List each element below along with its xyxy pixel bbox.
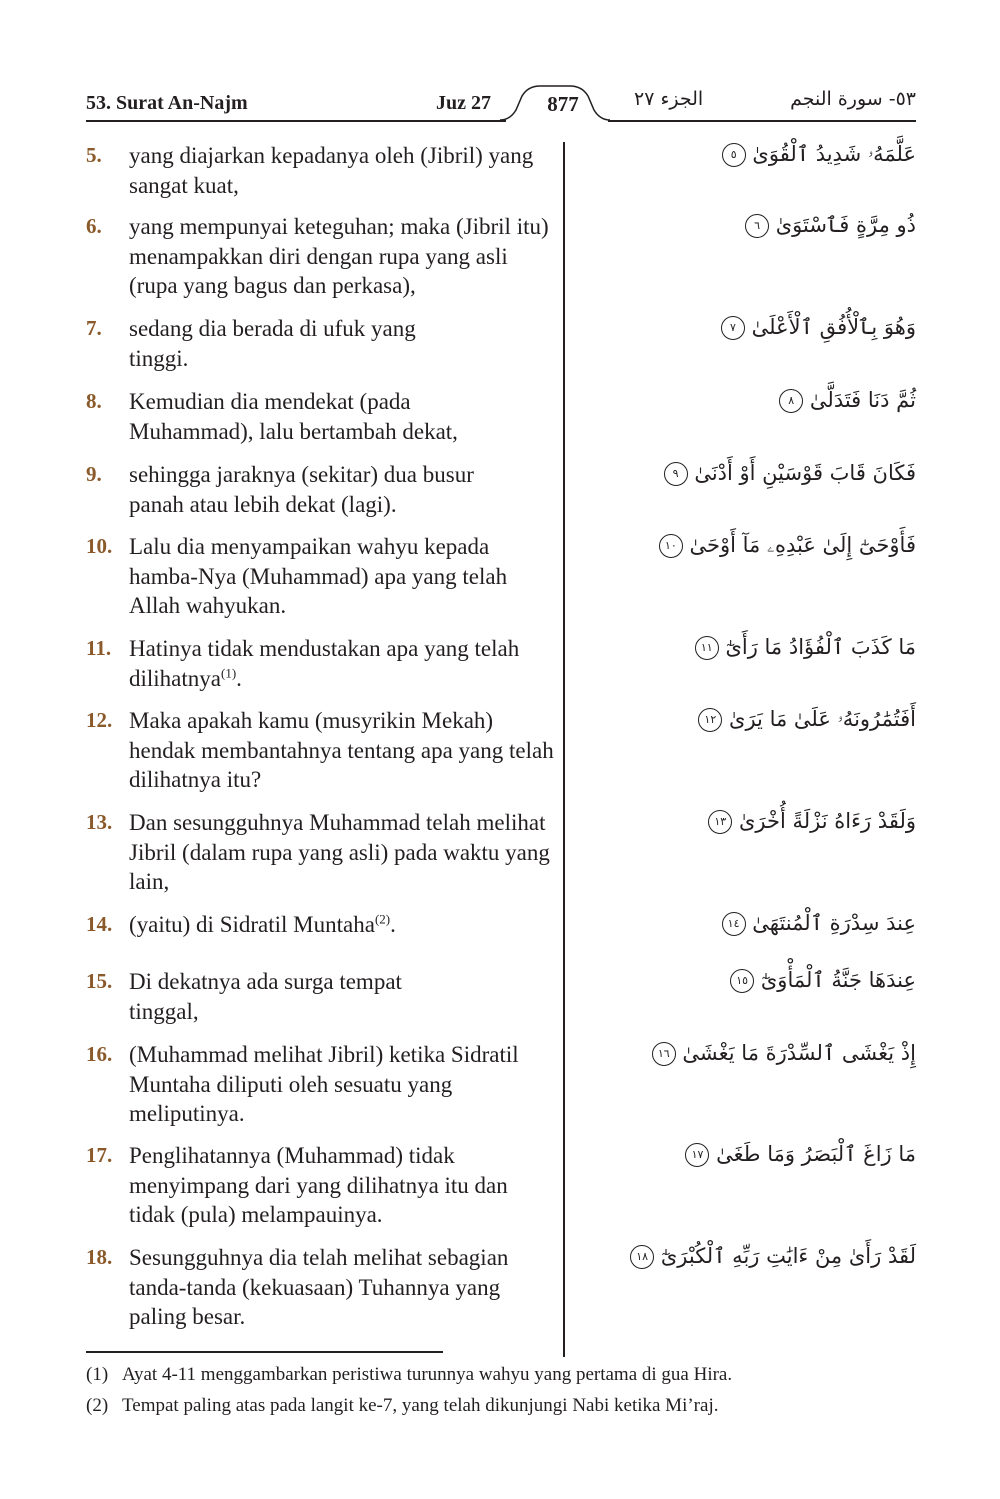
verse-arabic bbox=[656, 528, 916, 562]
verse-translation: yang diajarkan kepadanya oleh (Jibril) yang sangat kuat, bbox=[129, 143, 534, 198]
verse-arabic bbox=[656, 456, 916, 490]
ayah-end-marker-icon: ١٦ bbox=[652, 1042, 676, 1066]
arabic-text: مَا زَاغَ ٱلْبَصَرُ وَمَا طَغَىٰ bbox=[716, 1142, 916, 1166]
verse-translation-tail: . bbox=[390, 912, 396, 937]
verse-number: 13. bbox=[86, 810, 113, 834]
verse-arabic bbox=[656, 208, 916, 242]
footnote bbox=[86, 1363, 732, 1387]
verse-translation: Sesungguhnya dia telah melihat sebagian tanda-tanda (kekuasaan) Tuhannya yang paling besar. bbox=[129, 1245, 509, 1329]
verse-number: 6. bbox=[86, 214, 102, 238]
verse-translation: Lalu dia menyampaikan wahyu kepada hamba-Nya (Muhammad) apa yang telah Allah wahyukan. bbox=[129, 534, 508, 618]
ayah-end-marker-icon: ١٣ bbox=[708, 810, 732, 834]
verse-arabic bbox=[636, 1239, 916, 1273]
verse-number: 17. bbox=[86, 1143, 113, 1167]
footnote-mark: (2) bbox=[86, 1395, 109, 1416]
verse-number: 8. bbox=[86, 389, 102, 413]
verse-arabic bbox=[656, 630, 916, 664]
footnote-mark: (1) bbox=[86, 1364, 109, 1385]
verse-arabic bbox=[656, 906, 916, 940]
footnote-reference: (2) bbox=[374, 911, 391, 927]
ayah-end-marker-icon: ٦ bbox=[745, 214, 769, 238]
verse-arabic bbox=[656, 1036, 916, 1070]
ayah-end-marker-icon: ٨ bbox=[779, 389, 803, 413]
arabic-text: ذُو مِرَّةٍ فَٱسْتَوَىٰ bbox=[775, 213, 916, 237]
footnote-text: Ayat 4-11 menggambarkan peristiwa turunnya wahyu yang pertama di gua Hira. bbox=[122, 1364, 733, 1385]
ayah-end-marker-icon: ٥ bbox=[722, 143, 746, 167]
footnote-separator bbox=[86, 1351, 443, 1353]
verse-number: 16. bbox=[86, 1042, 113, 1066]
verse-arabic bbox=[656, 702, 916, 736]
verse-number: 15. bbox=[86, 969, 113, 993]
verse-number: 18. bbox=[86, 1245, 113, 1269]
verse-translation bbox=[129, 910, 559, 940]
verse-translation: Penglihatannya (Muhammad) tidak menyimpang dari yang dilihatnya itu dan tidak (pula) melampauinya. bbox=[129, 1143, 508, 1227]
page-number: 877 bbox=[547, 92, 579, 116]
ayah-end-marker-icon: ٧ bbox=[721, 316, 745, 340]
verse-arabic bbox=[656, 383, 916, 417]
ayah-end-marker-icon: ١٠ bbox=[659, 534, 683, 558]
verse-translation: sehingga jaraknya (sekitar) dua busur panah atau lebih dekat (lagi). bbox=[129, 462, 474, 517]
verse-number: 9. bbox=[86, 462, 102, 486]
verse-translation bbox=[129, 634, 559, 693]
verse-arabic bbox=[656, 137, 916, 171]
header-rule-right bbox=[608, 120, 916, 122]
juz-label-arabic: الجزء ٢٧ bbox=[634, 88, 704, 110]
arabic-text: لَقَدْ رَأَىٰ مِنْ ءَايَٰتِ رَبِّهِ ٱلْكُبْرَىٰٓ bbox=[660, 1244, 916, 1268]
arabic-text: وَهُوَ بِٱلْأُفُقِ ٱلْأَعْلَىٰ bbox=[751, 315, 916, 339]
arabic-text: ثُمَّ دَنَا فَتَدَلَّىٰ bbox=[809, 388, 916, 412]
verse-translation: sedang dia berada di ufuk yang tinggi. bbox=[129, 316, 416, 371]
surah-title-arabic: ٥٣- سورة النجم bbox=[790, 88, 916, 110]
arabic-text: إِذْ يَغْشَى ٱلسِّدْرَةَ مَا يَغْشَىٰ bbox=[682, 1041, 916, 1065]
verse-translation: Kemudian dia mendekat (pada Muhammad), lalu bertambah dekat, bbox=[129, 389, 458, 444]
verse-arabic bbox=[656, 310, 916, 344]
arabic-text: عِندَ سِدْرَةِ ٱلْمُنتَهَىٰ bbox=[752, 911, 916, 935]
page-header bbox=[86, 84, 916, 124]
ayah-end-marker-icon: ١٨ bbox=[630, 1245, 654, 1269]
surah-title-latin: 53. Surat An-Najm bbox=[86, 92, 248, 114]
footnote bbox=[86, 1394, 718, 1418]
arabic-text: مَا كَذَبَ ٱلْفُؤَادُ مَا رَأَىٰٓ bbox=[725, 635, 916, 659]
arabic-text: أَفَتُمَٰرُونَهُۥ عَلَىٰ مَا يَرَىٰ bbox=[729, 707, 916, 731]
verse-translation: yang mempunyai keteguhan; maka (Jibril itu) menampakkan diri dengan rupa yang asli (rupa yang bagus dan perkasa), bbox=[129, 214, 549, 298]
verse-number: 7. bbox=[86, 316, 102, 340]
verse-translation: (Muhammad melihat Jibril) ketika Sidratil Muntaha diliputi oleh sesuatu yang meliputinya. bbox=[129, 1042, 519, 1126]
verse-translation: Maka apakah kamu (musyrikin Mekah) hendak membantahnya tentang apa yang telah dilihatnya itu? bbox=[129, 708, 554, 792]
juz-label-latin: Juz 27 bbox=[436, 92, 491, 114]
verse-arabic bbox=[656, 804, 916, 838]
ayah-end-marker-icon: ١٥ bbox=[730, 969, 754, 993]
ayah-end-marker-icon: ٩ bbox=[664, 462, 688, 486]
ayah-end-marker-icon: ١٤ bbox=[722, 912, 746, 936]
verse-translation: Di dekatnya ada surga tempat tinggal, bbox=[129, 969, 402, 1024]
ayah-end-marker-icon: ١٢ bbox=[698, 708, 722, 732]
verse-number: 12. bbox=[86, 708, 113, 732]
arabic-text: عِندَهَا جَنَّةُ ٱلْمَأْوَىٰٓ bbox=[760, 968, 916, 992]
arabic-text: فَأَوْحَىٰٓ إِلَىٰ عَبْدِهِۦ مَآ أَوْحَىٰ bbox=[689, 533, 916, 557]
verse-number: 11. bbox=[86, 636, 112, 660]
arabic-text: عَلَّمَهُۥ شَدِيدُ ٱلْقُوَىٰ bbox=[752, 142, 916, 166]
verse-translation-text: Hatinya tidak mendustakan apa yang telah dilihatnya bbox=[129, 636, 520, 691]
footnote-text: Tempat paling atas pada langit ke-7, yang telah dikunjungi Nabi ketika Mi’raj. bbox=[122, 1395, 719, 1416]
arabic-text: وَلَقَدْ رَءَاهُ نَزْلَةً أُخْرَىٰ bbox=[739, 809, 916, 833]
verse-translation-tail: . bbox=[236, 665, 242, 691]
verse-number: 14. bbox=[86, 912, 113, 936]
verse-translation-text: (yaitu) di Sidratil Muntaha bbox=[129, 912, 375, 937]
ayah-end-marker-icon: ١١ bbox=[695, 636, 719, 660]
ayah-end-marker-icon: ١٧ bbox=[685, 1143, 709, 1167]
arabic-text: فَكَانَ قَابَ قَوْسَيْنِ أَوْ أَدْنَىٰ bbox=[694, 461, 916, 485]
verse-number: 10. bbox=[86, 534, 113, 558]
footnote-reference: (1) bbox=[220, 664, 237, 680]
verse-arabic bbox=[656, 963, 916, 997]
header-rule-left bbox=[86, 120, 506, 122]
verse-arabic bbox=[656, 1137, 916, 1171]
verse-translation: Dan sesungguhnya Muhammad telah melihat Jibril (dalam rupa yang asli) pada waktu yang lain, bbox=[129, 810, 550, 894]
column-divider bbox=[563, 142, 565, 1357]
verse-number: 5. bbox=[86, 143, 102, 167]
